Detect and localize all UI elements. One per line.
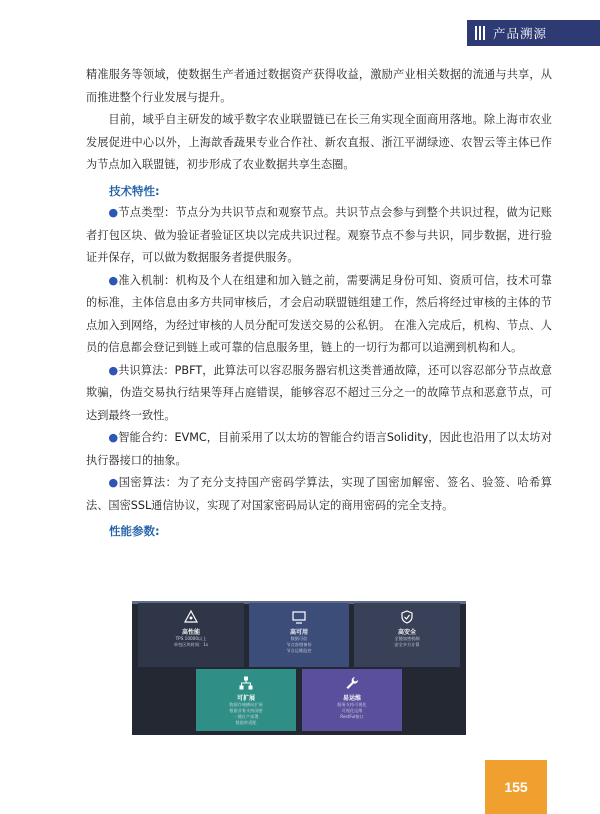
tech-item-access-mechanism xyxy=(86,270,552,360)
tile-line: 根据业务支持国密 xyxy=(229,708,263,713)
shield-check-icon xyxy=(399,609,415,625)
bullet-icon: ● xyxy=(108,363,119,377)
tech-features-heading: 技术特性: xyxy=(109,183,160,198)
bullet-icon: ● xyxy=(108,431,119,444)
tile-line: RestFul接口 xyxy=(340,714,364,719)
bullet-icon: ● xyxy=(108,476,119,489)
tech-item-node-type xyxy=(86,202,552,270)
tile-line: 节点容错备份 xyxy=(286,642,312,647)
tile-title: 高性能 xyxy=(181,629,200,636)
tile-line: 数据可信 xyxy=(290,636,308,641)
tile-line: 节点运维监控 xyxy=(286,648,312,653)
performance-heading: 性能参数: xyxy=(109,524,160,538)
main-content xyxy=(86,64,552,543)
tile-line: 全链加密机制 xyxy=(394,636,420,641)
wrench-icon xyxy=(344,675,360,691)
tile-line: 单包区块时间：1s xyxy=(173,642,209,647)
tile-scalable xyxy=(196,669,296,731)
tile-line: 数据存储横向扩展 xyxy=(229,702,263,707)
hierarchy-icon xyxy=(238,675,254,691)
bullet-icon: ● xyxy=(108,273,119,287)
section-header-band xyxy=(467,20,600,46)
tile-high-performance xyxy=(138,603,244,667)
tile-title: 高可用 xyxy=(289,629,308,636)
tile-line: 服务支持可视化 xyxy=(337,702,367,707)
bullet-icon: ● xyxy=(108,206,119,219)
tile-line: 数据库适配 xyxy=(235,720,257,725)
tile-easy-ops xyxy=(302,669,402,731)
tech-item-text: 国密算法：为了充分支持国产密码学算法，实现了国密加解密、签名、验签、哈希算法、国密SSL通信协议，实现了对国家密码局认定的商用密码的完全支持。 xyxy=(86,476,552,512)
header-bars-decoration xyxy=(475,26,485,40)
section-title: 产品溯源 xyxy=(493,26,548,41)
paragraph-intro: 精准服务等领域，使数据生产者通过数据资产获得收益，激励产业相关数据的流通与共享，从而推进整个行业发展与提升。 xyxy=(86,68,552,104)
tech-item-smart-contract xyxy=(86,427,552,472)
triangle-network-icon xyxy=(183,609,199,625)
page-number: 155 xyxy=(504,779,528,795)
tile-line: 一键区产部署 xyxy=(233,714,259,719)
monitor-icon xyxy=(291,609,307,625)
tech-item-text: 智能合约：EVMC，目前采用了以太坊的智能合约语言Solidity，因此也沿用了以太坊对执行器接口的抽象。 xyxy=(86,431,553,467)
tech-item-consensus xyxy=(86,360,552,428)
tech-item-text: 共识算法：PBFT，此算法可以容忍服务器宕机这类普通故障，还可以容忍部分节点故意欺骗，伪造交易执行结果等拜占庭错误，能够容忍不超过三分之一的故障节点和恶意节点，可达到最终一致性。 xyxy=(86,363,552,422)
tile-line: TPS 10000以上 xyxy=(175,636,207,641)
tile-title: 高安全 xyxy=(397,629,416,636)
tech-item-national-crypto xyxy=(86,472,552,517)
tile-high-security xyxy=(354,603,460,667)
tile-line: 安全多方计算 xyxy=(394,642,420,647)
page-number-box xyxy=(485,760,547,814)
paragraph-deployment: 目前，域乎自主研发的域乎数字农业联盟链已在长三角实现全面商用落地。除上海市农业发展促进中心以外，上海歆香蔬果专业合作社、新农直报、浙江平湖绿迹、农智云等主体已作为节点加入联盟链，初步形成了农业数据共享生态圈。 xyxy=(86,113,552,171)
tile-high-availability xyxy=(249,603,349,667)
tech-item-text: 节点类型：节点分为共识节点和观察节点。共识节点会参与到整个共识过程，做为记账者打包区块、做为验证者验证区块以完成共识过程。观察节点不参与共识，同步数据，进行验证并保存，可以做为数据服务者提供服务。 xyxy=(86,206,552,264)
tile-line: 可视化运维 xyxy=(341,708,363,713)
tile-title: 可扩展 xyxy=(236,695,255,702)
performance-figure xyxy=(132,601,466,735)
tech-item-text: 准入机制：机构及个人在组建和加入链之前，需要满足身份可知、资质可信，技术可靠的标准，主体信息由多方共同审核后，才会启动联盟链组建工作，然后将经过审核的主体的节点加入到网络，为经过审核的人员分配可发送交易的公私钥。 在准入完成后，机构、节点、人员的信息都会登记到链上或可靠的信息服务里，链上的一切行为都可以追溯到机构和人。 xyxy=(86,273,552,354)
tile-title: 易运维 xyxy=(342,695,361,702)
